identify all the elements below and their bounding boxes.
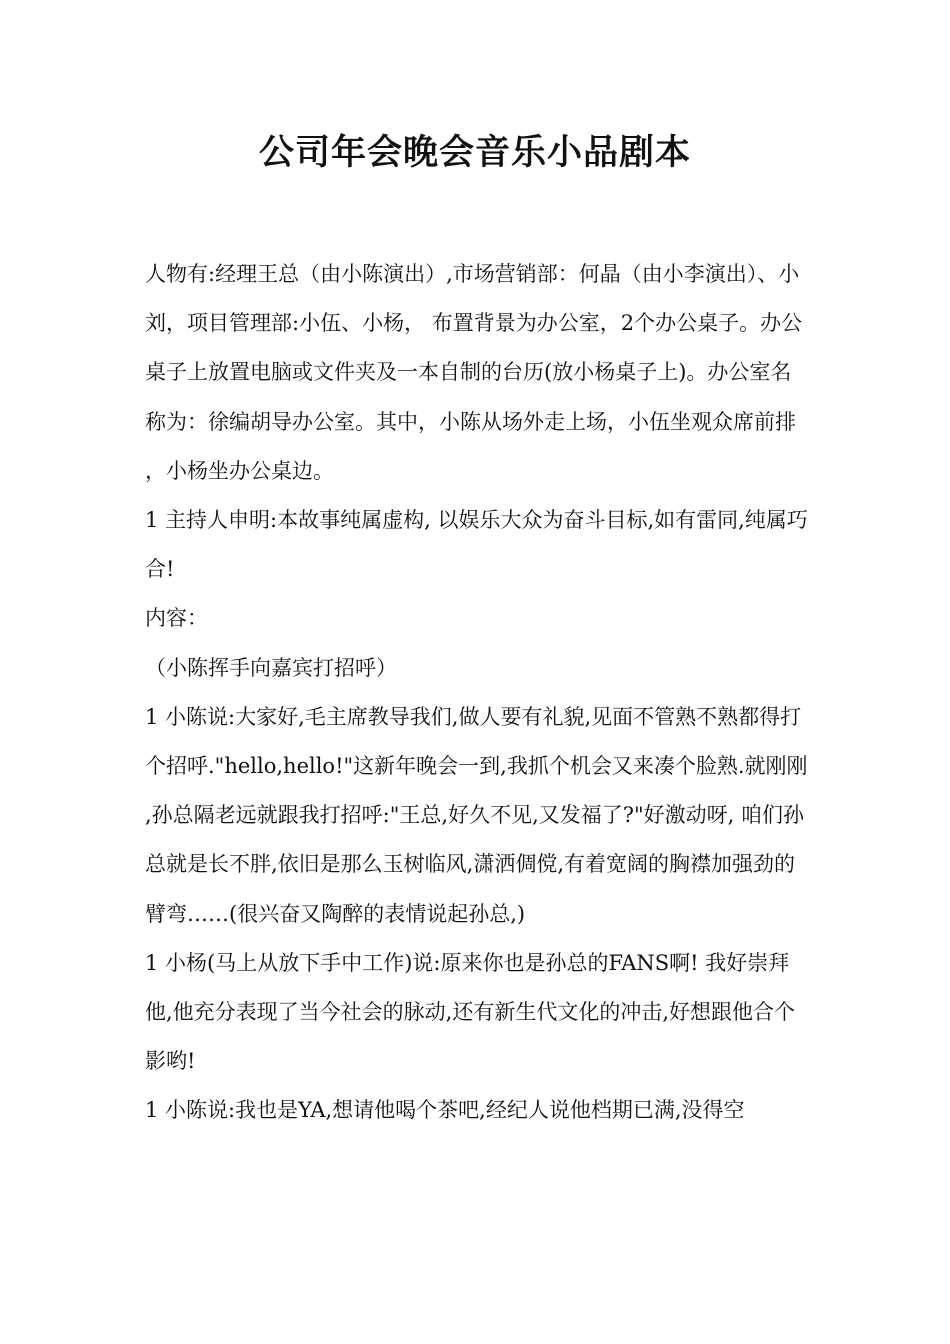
paragraph-stage-direction: （小陈挥手向嘉宾打招呼）	[145, 655, 397, 680]
paragraph-dialogue-xiaoyang: 1 小杨(马上从放下手中工作)说:原来你也是孙总的FANS啊! 我好崇拜他,他充分表现了当今社会的脉动,还有新生代文化的冲击,好想跟他合个影哟!	[145, 950, 796, 1074]
paragraph-characters: 人物有:经理王总（由小陈演出）,市场营销部：何晶（由小李演出）、小刘，项目管理部:小伍、小杨， 布置背景为办公室，2个办公桌子。办公桌子上放置电脑或文件夹及一本自制的台历(放小杨桌子上)。办公室名称为：徐编胡导办公室。其中，小陈从场外走上场，小伍坐观众席前排，小杨坐办公桌边。	[145, 262, 803, 483]
paragraph-dialogue-xiaochen-2: 1 小陈说:我也是YA,想请他喝个茶吧,经纪人说他档期已满,没得空	[145, 1098, 745, 1123]
paragraph-dialogue-xiaochen-1: 1 小陈说:大家好,毛主席教导我们,做人要有礼貌,见面不管熟不熟都得打个招呼."hello,hello!"这新年晚会一到,我抓个机会又来凑个脸熟.就刚刚,孙总隔老远就跟我打招呼:"王总,好久不见,又发福了?"好激动呀, 咱们孙总就是长不胖,依旧是那么玉树临风,潇洒倜傥,有着宽阔的胸襟加强劲的臂弯……(很兴奋又陶醉的表情说起孙总,)	[145, 704, 808, 926]
paragraph-content-label: 内容：	[145, 606, 208, 631]
document-title: 公司年会晚会音乐小品剧本	[258, 132, 691, 173]
document-body	[145, 250, 809, 1136]
paragraph-host-statement: 1 主持人申明:本故事纯属虚构, 以娱乐大众为奋斗目标,如有雷同,纯属巧合!	[145, 508, 808, 582]
